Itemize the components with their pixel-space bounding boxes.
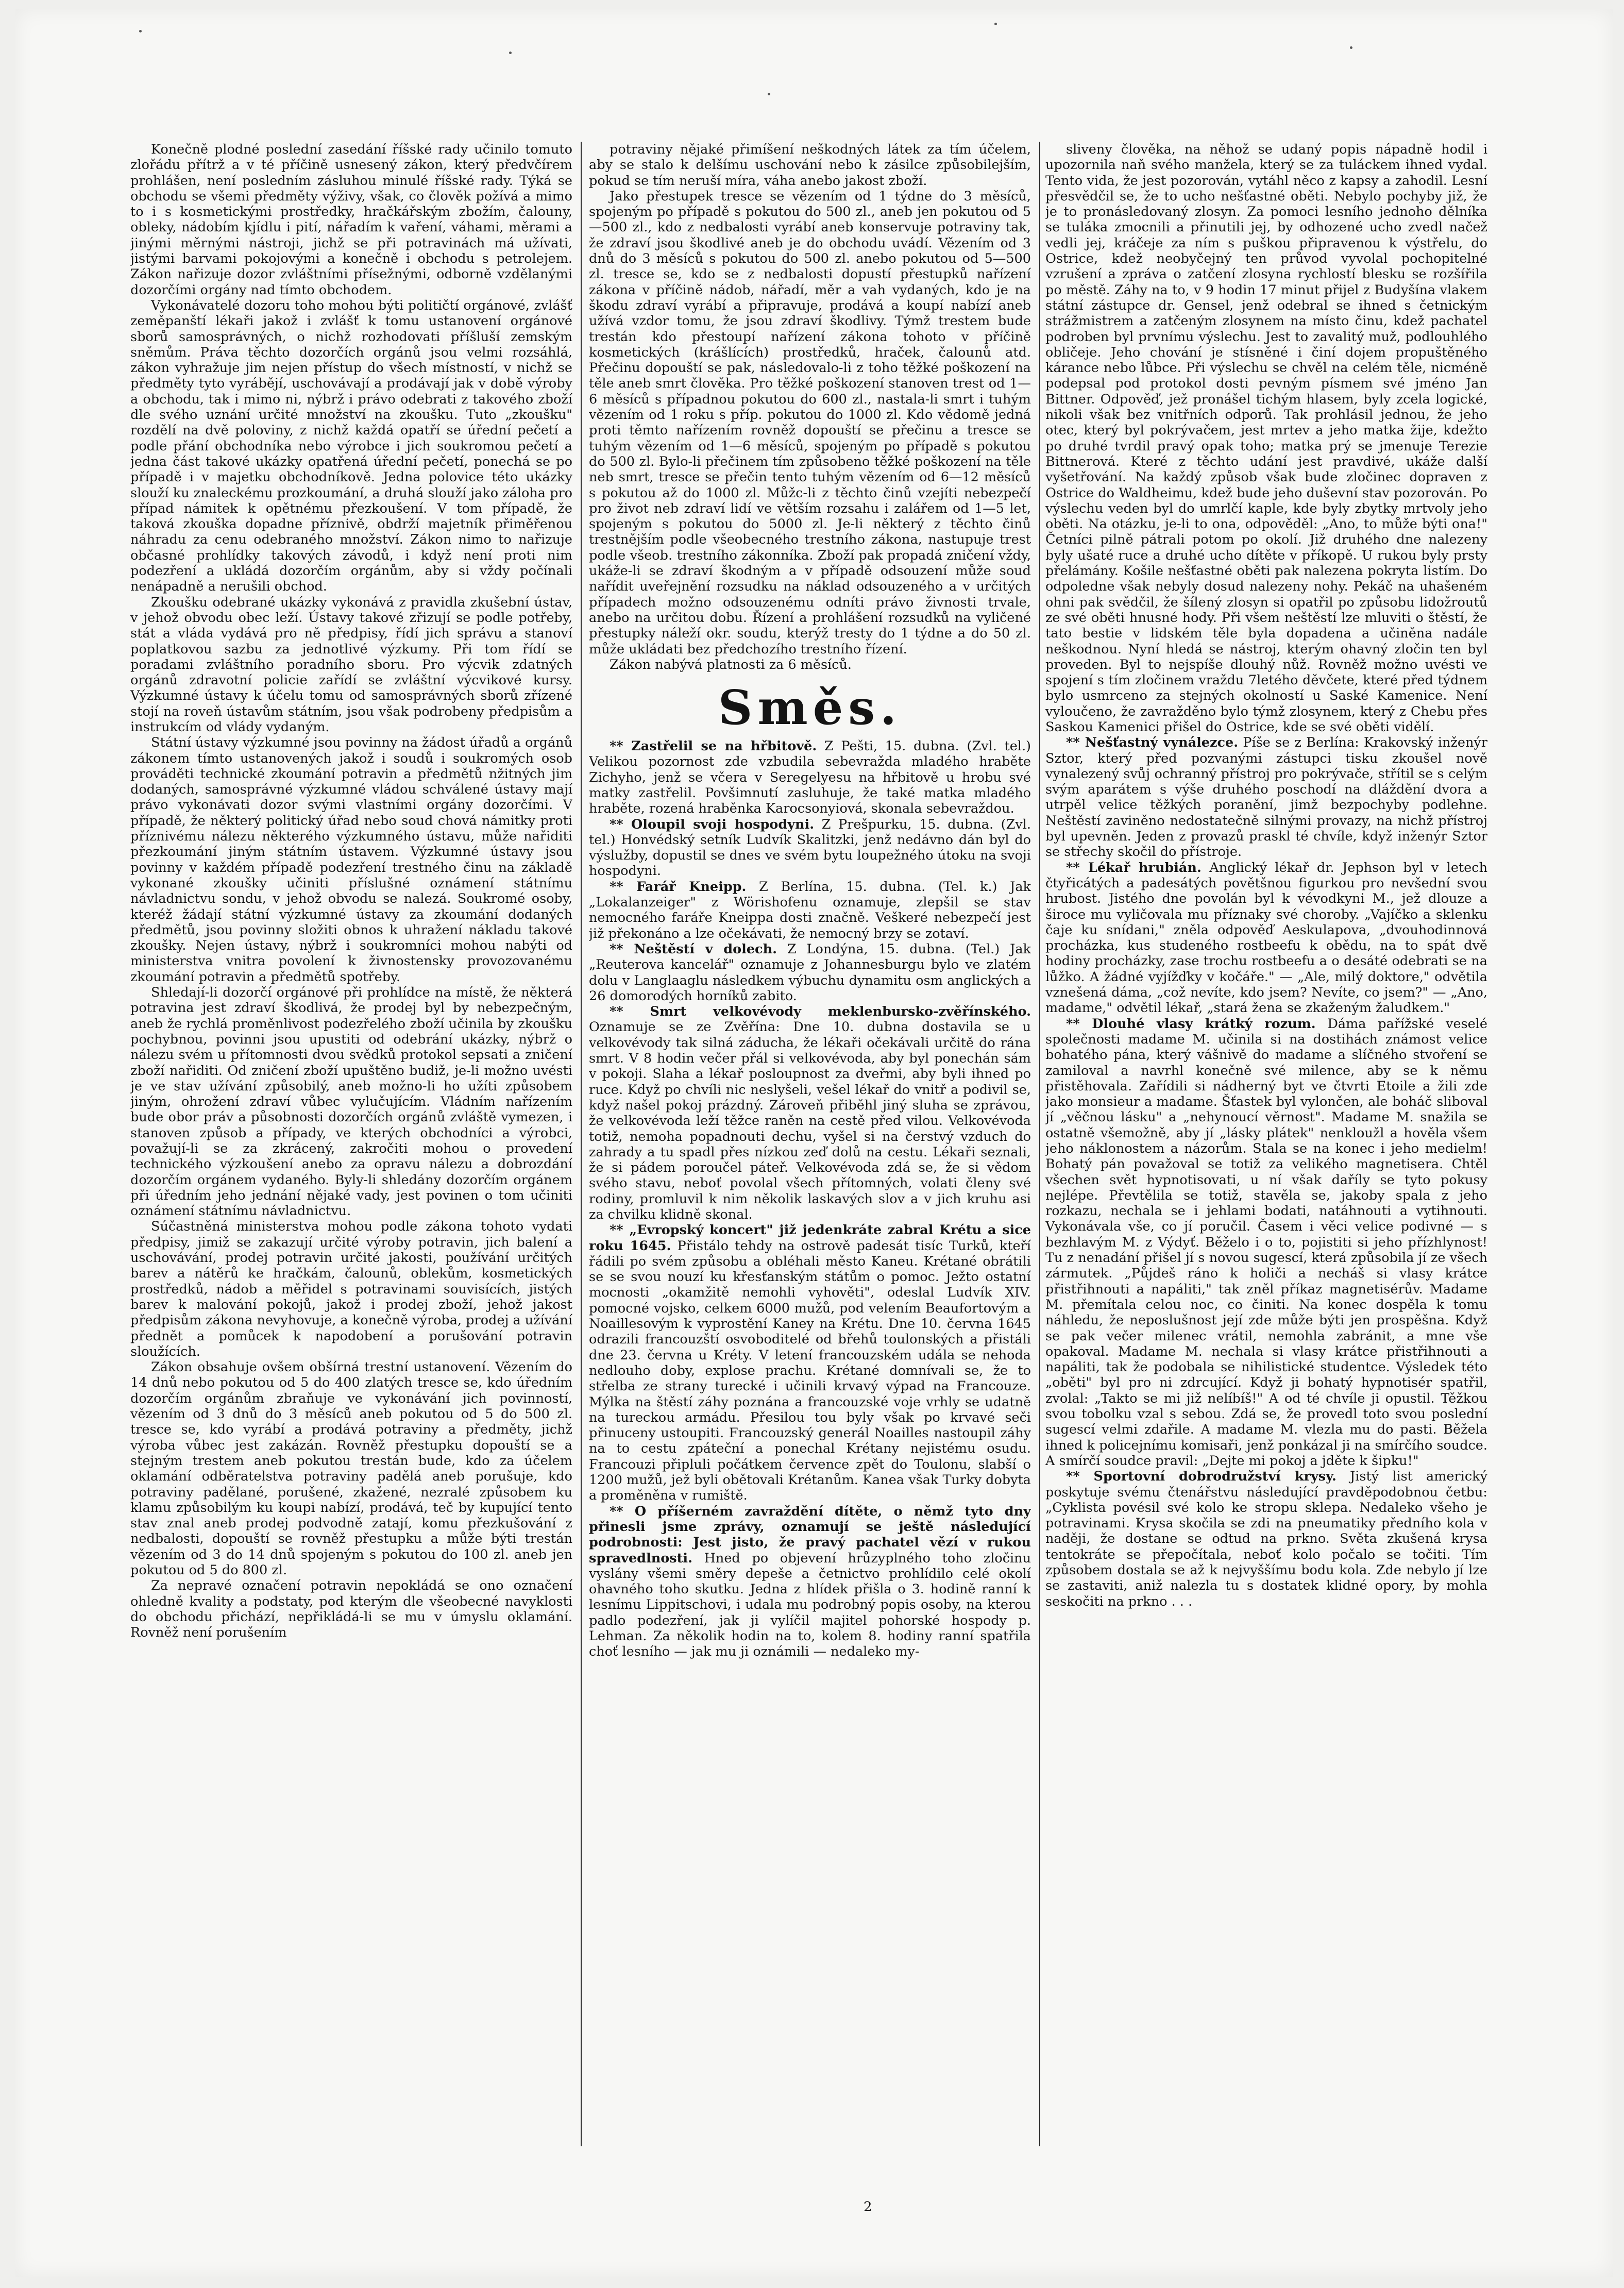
paragraph: Shledají-li dozorčí orgánové při prohlídce na místě, že některá potravina jest zdraví škodlivá, že prodej byl by nebezpečným, aneb že rychlá proměnlivost podezřelého zboží učinila by zkoušku pochybnou, povinni jsou upustiti od odebrání ukázky, nýbrž o nálezu svém u přítomnosti dvou svědků protokol sepsati a zničení zboží nařiditi. Od zničení zboží upuštěno budiž, je-li možno uvésti je ve stav užívání způsobilý, aneb možno-li ho užíti způsobem jiným, ohrožení zdraví vůbec vylučujícím. Vládním nařízením bude obor práv a působnosti dozorčích orgánů zvláště vymezen, i stanoven způsob a případy, ve kterých obchodníci a výrobci, považují-li se za zkrácený, zakročiti mohou o provedení technického výzkoušení anebo za opravu nálezu a dobrozdání dozorčím orgánem vydaného. Byly-li shledány dozorčím orgánem při úředním jeho jednání nějaké vady, jest povinen o tom učiniti oznámení státnímu návladnictvu.: [130, 985, 572, 1219]
paragraph: Za nepravé označení potravin nepokládá se ono označení ohledně kvality a podstaty, pod kterým dle všeobecné navyklosti do obchodu přichází, nepřikládá-li se mu v úmyslu oklamání. Rovněž není porušením: [130, 1578, 572, 1641]
paragraph: ** Zastřelil se na hřbitově. Z Pešti, 15. dubna. (Zvl. tel.) Velikou pozornost zde vzbudila sebevražda mladého hraběte Zichyho, jenž se včera v Seregelyesu na hřbitově u hrobu své matky zastřelil. Povšimnutí zasluhuje, že také matka mladého hraběte, rozená hraběnka Karocsonyiová, skonala sebevraždou.: [589, 738, 1031, 817]
paragraph: ** O příšerném zavraždění dítěte, o němž tyto dny přinesli jsme zprávy, oznamují se ještě následující podrobnosti: Jest jisto, že pravý pachatel vězí v rukou spravedlnosti. Hned po objevení hrůzyplného toho zločinu vyslány všemi směry depeše a četnictvo prohlídilo celé okolí ohavného toho skutku. Jedna z hlídek přišla o 3. hodině ranní k lesnímu Lippitschovi, i udala mu podrobný popis osoby, na kterou padlo podezření, jak ji vylíčil majitel pohorské hospody p. Lehman. Za několik hodin na to, kolem 8. hodiny ranní spatřila choť lesního — jak mu ji oznámili — nedaleko my-: [589, 1503, 1031, 1660]
column-2-news: [589, 738, 1031, 1660]
paragraph: ** Oloupil svoji hospodyni. Z Prešpurku, 15. dubna. (Zvl. tel.) Honvédský setník Ludvík Skalitzki, jenž nedávno dán byl do výslužby, dopustil se dnes ve svém bytu loupežného útoku na svoji hospodyni.: [589, 816, 1031, 879]
paragraph: Zákon obsahuje ovšem obšírná trestní ustanovení. Vězením do 14 dnů nebo pokutou od 5 do 400 zlatých tresce se, kdo úředním dozorčím orgánům zbraňuje ve vykonávání jich povinností, vězením od 3 dnů do 3 měsíců aneb pokutou od 5 do 500 zl. tresce se, kdo vyrábí a prodává potraviny a předměty, jichž výroba vůbec jest zakázán. Rovněž přestupku dopouští se a stejným trestem aneb pokutou trestán bude, kdo za účelem oklamání odběratelstva potraviny padělá aneb porušuje, kdo potraviny padělané, porušené, zkažené, nezralé způsobem ku klamu způsobilým ku koupi nabízí, prodává, teč by kupující tento stav znal aneb prodej podvodně zatají, komu přezkušování z nedbalosti, dopouští se rovněž přestupku a může býti trestán vězením od 3 do 14 dnů spojeným s pokutou do 100 zl. aneb jen pokutou od 5 do 800 zl.: [130, 1359, 572, 1578]
ink-speck: [768, 93, 770, 95]
ink-speck: [1350, 46, 1352, 49]
paragraph: ** Dlouhé vlasy krátký rozum. Dáma pařížské veselé společnosti madame M. učinila si na dostihách známost velice bohatého pána, který vášnivě do madame a slíčného stvoření se zamiloval a navrhl konečně své milence, aby se k němu přistěhovala. Zařídili si nádherný byt ve čtvrti Etoile a žili zde jako monsieur a madame. Šťastek byl vylončen, ale boháč sliboval jí „věčnou lásku" a „nehynoucí věrnost". Madame M. snažila se ostatně všemožně, aby jí „lásky plátek" nenkloužl a hověla všem jeho náklonostem a názorům. Stala se na konec i jeho medielm! Bohatý pán považoval se totiž za velikého magnetisera. Chtěl všechen svět hypnotisovati, u ní však daříly se tyto pokusy nejlépe. Převtělila se totiž, stavěla se, jakoby spala z jeho rozkazu, nechala se i jehlami bodati, natáhnouti a vytihnouti. Vykonávala vše, co jí poručil. Časem i věci velice podivné — s bezhlavým M. z Výdyť. Běželo i o to, pojistiti si jeho přízhlynost! Tu z nenadání přišel jí s novou sugescí, která způsobila jí ze všech zármutek. „Půjdeš ráno k holiči a necháš si vlasy krátce přistřihnouti a napáliti," tak zněl příkaz magnetisérův. Madame M. přemítala celou noc, co činiti. Na konec dospěla k tomu náhledu, že neposlušnost její zde může býti jen prospěšna. Když se pak večer milenec vrátil, nemohla zabránit, a mne vše opakoval. Madame M. nechala si vlasy krátce přistřihnouti a napáliti, tak že podobala se nihilistické studentce. Výsledek této „oběti" byl pro ni zdrcující. Když ji bohatý hypnotisér spatřil, zvolal: „Takto se mi již nelíbíš!" A od té chvíle ji opustil. Těžkou svou tobolku vzal s sebou. Zdá se, že provedl toto svou poslední sugescí velmi zdařile. A madame M. vlezla mu do pasti. Běžela ihned k policejnímu komisaři, jenž ponkázal ji na smírčího soudce. A smírčí soudce pravil: „Dejte mi pokoj a jděte k šipku!": [1045, 1016, 1487, 1469]
column-2: [589, 142, 1031, 2146]
page-number: 2: [864, 2199, 872, 2215]
paragraph: Súčastněná ministerstva mohou podle zákona tohoto vydati předpisy, jimiž se zakazují určité výroby potravin, jich balení a uschovávání, prodej potravin určité jakosti, používání určitých barev a nátěrů ke hračkám, čalounů, oblekům, kosmetických prostředků, nádob a měřidel s potravinami souvisících, jistých barev k malování pokojů, jakož i prodej zboží, jehož jakost předpisům zákona nevyhovuje, a konečně výroba, prodej a užívání přednět a pomůcek k napodobení a porušování potravin sloužících.: [130, 1219, 572, 1359]
paragraph: sliveny člověka, na něhož se udaný popis nápadně hodil i upozornila naň svého manžela, který se za tuláckem ihned vydal. Tento vida, že jest pozorován, vytáhl něco z kapsy a zahodil. Lesní přesvědčil se, že to ucho nešťastné oběti. Nebylo pochyby již, že je to pronásledovaný zlosyn. Za pomoci lesního jednoho dělníka se tuláka zmocnili a přinutili jej, by odhozené ucho zvedl načež vedli jej, kráčeje za ním s puškou připravenou k výstřelu, do Ostrice, kdež neobyčejný ten průvod vyvolal pochopitelné vzrušení a zpráva o zatčení zlosyna rychlostí blesku se rozšířila po městě. Záhy na to, v 9 hodin 17 minut přijel z Budyšína vlakem státní zástupce dr. Gensel, jenž odebral se ihned s četnickým strážmistrem a zatčeným zlosynem na místo činu, kdež pachatel podroben byl prvnímu výslechu. Jest to zavalitý muž, podlouhlého obličeje. Jeho chování je stísněné i činí dojem propuštěného kárance nebo lůbce. Při výslechu se chvěl na celém těle, nicméně podepsal pod protokol dosti pevným písmem své jméno Jan Bittner. Odpověď, jež pronášel tichým hlasem, byly zcela logické, nikoli však bez vnitřních odporů. Tak prohlásil jednou, že jeho otec, který byl pokrývačem, jest mrtev a jeho matka žije, kdežto po druhé tvrdil pravý opak toho; matka prý se jmenuje Terezie Bittnerová. Které z těchto udání jest pravdivé, ukáže další vyšetřování. Na každý způsob však bude zločinec dopraven z Ostrice do Waldheimu, kdež bude jeho duševní stav pozorován. Po výslechu veden byl do umrlčí kaple, kde byly zbytky mrtvoly jeho oběti. Na otázku, je-li to ona, odpověděl: „Ano, to může býti ona!" Četníci pilně pátrali potom po okolí. Již druhého dne nalezeny byly ušaté ruce a druhé ucho dítěte v příkopě. U rukou byly prsty přelámány. Košile nešťastné oběti pak nalezena pokryta listím. Do odpoledne však nebyly dosud nalezeny nohy. Pekáč na uhašeném ohni pak svědčil, že šílený zlosyn si opatřil po způsobu lidožroutů ze své oběti hnusné hody. Při všem neštěstí lze mluviti o štěstí, že tato bestie v lidském těle byla dopadena a učiněna nadále neškodnou. Nyní hledá se nástroj, kterým ohavný zločin ten byl proveden. Byl to nejspíše dlouhý nůž. Rovněž možno uvésti ve spojení s tím zločinem vraždu 7letého děvčete, které před týdnem bylo usmrceno za stejných okolností u Saské Kamenice. Není vyloučeno, že zavražděno bylo týmž zlosynem, který z Chebu přes Saskou Kamenici přišel do Ostrice, kde se své oběti vidělí.: [1045, 142, 1487, 735]
paragraph: Zkoušku odebrané ukázky vykonává z pravidla zkušební ústav, v jehož obvodu obec leží. Ústavy takové zřizují se podle potřeby, stát a vláda vydává pro ně předpisy, řídí jich správu a stanoví poplatkovou sazbu za jednotlivé výzkumy. Při tom řídí se poradami zvláštního poradního sboru. Pro výcvik zdatných orgánů zdravotní policie zařídí se zvláštní výcvikové kursy. Výzkumné ústavy k účelu tomu od samosprávných sborů zřízené stojí na roveň ústavům státním, jsou však podrobeny předpisům a instrukcím od vlády vydaným.: [130, 594, 572, 735]
column-1: [130, 142, 572, 2146]
paragraph: ** Nešťastný vynálezce. Píše se z Berlína: Krakovský inženýr Sztor, který před pozvanými zástupci tisku zkoušel nově vynalezený svůj ochranný přístroj pro pokrývače, střítil se s celým svým aparátem s výše druhého poschodí na dláždění dvora a utrpěl velice těžkých poranění, jimž bezpochyby podlehne. Neštěstí zaviněno nedostatečně silnými provazy, na nichž přístroj byl upevněn. Jeden z provazů praskl té chvíle, když inženýr Sztor se střechy skočil do přístroje.: [1045, 735, 1487, 860]
column-3: [1045, 142, 1487, 2146]
paragraph: Konečně plodné poslední zasedání říšské rady učinilo tomuto zlořádu přítrž a v té příčině usnesený zákon, který předvčírem prohlášen, není posledním zásluhou minulé říšské rady. Týká se obchodu se všemi předměty výživy, však, co člověk požívá a mimo to i s kosmetickými prostředky, hračkářským zbožím, čalouny, obleky, nádobím kjídlu i pití, nářadím k vaření, váhami, měrami a jinými měrnými nástroji, jichž se při potravinách má užívati, jistými barvami pokojovými a konečně i obchodu s petrolejem. Zákon nařizuje dozor zvláštními přísežnými, odborně vzdělanými dozorčími orgány nad tímto obchodem.: [130, 142, 572, 298]
paragraph: Vykonávatelé dozoru toho mohou býti političtí orgánové, zvlášť zeměpanští lékaři jakož i zvlášť k tomu ustanovení orgánové sborů samosprávných, o nichž rozhodovati příšluší zemským sněmům. Práva těchto dozorčích orgánů jsou velmi rozsáhlá, zákon vyhražuje jim nejen přístup do všech místností, v nichž se předměty tyto vyrábějí, uschovávají a prodávají jak v době výroby a obchodu, tak i mimo ni, nýbrž i právo odebrati z takového zboží dle svého uznání určité množství na zkoušku. Tuto „zkoušku" rozdělí na dvě poloviny, z nichž každá opatří se úřední pečetí a podle přání obchodníka nebo výrobce i jich soukromou pečetí a jedna část takové ukázky opatřená úřední pečetí, ponechá se po případě i v majetku obchodníkově. Jedna polovice této ukázky slouží ku znaleckému prozkoumání, a druhá slouží jako záloha pro případ námitek k opětnému přezkoušení. V tom případě, že taková zkouška dopadne příznivě, obdrží majetník přiměřenou náhradu za cenu odebraného množství. Zákon nimo to nařizuje občasné prohlídky takových závodů, i když není proti nim podezření a ukládá dozorčím orgánům, aby si vždy počínali nenápadně a nerušili obchod.: [130, 297, 572, 595]
column-rule: [581, 142, 582, 2146]
ink-speck: [994, 23, 997, 25]
ink-speck: [509, 52, 512, 54]
paragraph: ** Farář Kneipp. Z Berlína, 15. dubna. (Tel. k.) Jak „Lokalanzeiger" z Wörishofenu oznamuje, zlepšil se stav nemocného faráře Kneippa dosti značně. Veškeré nebezpečí jest již překonáno a lze očekávati, že nemocný brzy se zotaví.: [589, 879, 1031, 941]
paragraph: Jako přestupek tresce se vězením od 1 týdne do 3 měsíců, spojeným po případě s pokutou do 500 zl., aneb jen pokutou od 5—500 zl., kdo z nedbalosti vyrábí aneb konservuje potraviny tak, že zdraví jsou škodlivé aneb je do obchodu uvádí. Vězením od 3 dnů do 3 měsíců s pokutou do 500 zl. anebo pokutou od 5—500 zl. tresce se, kdo se z nedbalosti dopustí přestupků nařízení zákona v příčině nádob, nářadí, měr a vah vydaných, kdo je na škodu zdraví vyrábí a připravuje, prodává a koupí nabízí aneb užívá vzdor tomu, že jsou zdraví škodlivy. Týmž trestem bude trestán kdo přestoupí nařízení zákona tohoto v příčině kosmetických (krášlících) prostředků, hraček, čalounů atd. Přečinu dopouští se pak, následovalo-li z toho těžké poškození na těle aneb smrt člověka. Pro těžké poškození stanoven trest od 1—6 měsíců s případnou pokutou do 600 zl., nastala-li smrt i tuhým vězením od 1 roku s příp. pokutou do 1000 zl. Kdo vědomě jedná proti těmto nařízením rovněž dopouští se přečinu a tresce se tuhým vězením od 1—6 měsíců, spojeným po případě s pokutou do 500 zl. Bylo-li přečinem tím způsobeno těžké poškození na těle neb smrt, tresce se přečin tento tuhým vězením od 6—12 měsíců s pokutou až do 1000 zl. Můžc-li z těchto činů vzejíti nebezpečí pro život neb zdraví lidí ve větším rozsahu i zalářem od 1—5 let, spojeným s pokutou do 5000 zl. Je-li některý z těchto činů trestnějším podle všeobecného trestního zákona, nastupuje trest podle všeob. trestního zákonníka. Zboží pak propadá zničení vždy, ukáže-li se zdraví škodným a v případě odsouzení může soud nařídit uveřejnění rozsudku na náklad odsouzeného a v určitých případech možno odsouzenému odníti právo živnosti trvale, anebo na určitou dobu. Řízení a prohlášení rozsudků na vyličené přestupky náleží okr. soudu, kterýž tresty do 1 týdne a do 50 zl. může ukládati bez předchozího trestního řízení.: [589, 188, 1031, 657]
paragraph: ** Lékař hrubián. Anglický lékař dr. Jephson byl v letech čtyřicátých a padesátých povětšnou figurkou pro nevšední svou hrubost. Jistého dne povolán byl k vévodkyni M., jež dlouze a široce mu vyličovala mu příznaky své choroby. „Vajíčko a sklenku čaje ku snídani," zněla odpověď Aeskulapova, „dvouhodinnová procházka, kus studeného rostbeefu k obědu, na to spát dvě hodiny procházky, zase trochu rostbeefu a o desáté odebrati se na lůžko. A žádné vyjížďky v kočáře." — „Ale, milý doktore," odvětila vznešená dáma, „což nevíte, kdo jsem? Nevíte, co jsem?" — „Ano, madame," odvětil lékař, „stará žena se zkaženým žaludkem.": [1045, 860, 1487, 1016]
paragraph: Zákon nabývá platnosti za 6 měsíců.: [610, 657, 852, 672]
column-rule: [1039, 142, 1040, 2146]
paragraph: Státní ústavy výzkumné jsou povinny na žádost úřadů a orgánů zákonem tímto ustanovených jakož i soudů i soukromých osob prováděti technické zkoumání potravin a předmětů nžitných jim dodaných, samosprávné výzkumné vládou schválené ústavy mají právo vykonávati dozor svými vlastními orgány dozorčími. V případě, že některý politický úřad nebo soud chová námitky proti příznivému nálezu některého výzkumného ústavu, může nařiditi přezkoumání jiným státním ústavem. Výzkumné ústavy jsou povinny v každém případě podezření trestného činu na základě vykonané zkoušky učiniti příslušné oznámení státnímu návladnictvu sondu, v jehož obvodu se nalezá. Soukromé osoby, kteréž žádají státní výzkumné ústavy za zkoumání dodaných předmětů, jsou povinny složiti obnos k uhražení nákladu takové zkoušky. Nejen ústavy, nýbrž i soukromníci mohou nabýti od ministerstva vnitra povolení k živnostensky provozovanému zkoumání potravin a předmětů spotřeby.: [130, 735, 572, 985]
paragraph: ** Smrt velkovévody meklenbursko-zvěřínského. Oznamuje se ze Zvěřína: Dne 10. dubna dostavila se u velkovévody tak silná záducha, že lékaři očekávali určitě do rána smrt. V 8 hodin večer přál si velkovévoda, aby byl ponechán sám v pokoji. Slaha a lékař posloupnost za dveřmi, aby byli ihned po ruce. Když po chvíli nic neslyšeli, vešel lékař do vnitř a podivil se, když našel pokoj prázdný. Zároveň přiběhl jiný sluha se zprávou, že velkovévoda leží těžce raněn na cestě před vilou. Velkovévoda totiž, nemoha popadnouti dechu, vyšel si na čerstvý vzduch do zahrady a tu spadl přes nízkou zeď dolů na cestu. Lékaři seznali, že si pádem poroučel páteř. Velkovévoda zdá se, že si vědom svého stavu, neboť povolal všech přítomných, volati členy své rodiny, promluvil k nim několik laskavých slov a v jich kruhu asi za chvilku klidně skonal.: [589, 1004, 1031, 1222]
column-2-law-text: [589, 142, 1031, 672]
text-columns: [130, 142, 1485, 2151]
paragraph: potraviny nějaké přimíšení neškodných látek za tím účelem, aby se stalo k delšímu uschování nebo k zásilce způsobilejším, pokud se tím neruší míra, váha anebo jakost zboží.: [589, 142, 1031, 189]
paragraph: ** Neštěstí v dolech. Z Londýna, 15. dubna. (Tel.) Jak „Reuterova kancelář" oznamuje z Johannesburgu bylo ve zlatém dolu v Langlaaglu následkem výbuchu dynamitu osm anglických a 26 domorodých horníků zabito.: [589, 941, 1031, 1004]
smes-heading: Směs.: [718, 680, 902, 736]
paragraph: ** „Evropský koncert" již jedenkráte zabral Krétu a sice roku 1645. Přistálo tehdy na ostrově padesát tisíc Turků, kteří řádili po svém způsobu a obléhali město Kaneu. Krétané obrátili se se svou nouzí ku křesťanským státům o pomoc. Ježto ostatní mocnosti „okamžitě nemohli vyhověti", odeslal Ludvík XIV. pomocné vojsko, celkem 6000 mužů, pod velením Beaufortovým a Noaillesovým k vyprostění Kaney na Krétu. Dne 10. června 1645 odrazili francouzští osvoboditelé od břehů toulonských a přistáli dne 23. června u Kréty. V letení francouzském udála se nehoda nedlouho doby, explose prachu. Krétané domnívali se, že to střelba ze strany turecké i učinili krvavý výpad na Francouze. Mýlka na štěstí záhy poznána a francouzské voje vrhly se udatně na tureckou armádu. Přesilou tou byly však po krvavé seči přinuceny ustoupiti. Francouzský generál Noailles nastoupil záhy na to cestu zpáteční a ponechal Krétany nejistému osudu. Francouzi připluli počátkem července zpět do Toulonu, slabší o 1200 mužů, jež byli obětovali Krétanům. Kanea však Turky dobyta a proměněna v rumiště.: [589, 1222, 1031, 1504]
paragraph: ** Sportovní dobrodružství krysy. Jistý list americký poskytuje svému čtenářstvu následující pravděpodobnou četbu: „Cyklista povésil své kolo ke stropu sklepa. Nedaleko všeho je potravinami. Krysa skočila se zdi na pneumatiky předního kola v naději, že dostane se odtud na prkno. Světa zkušená krysa tentokráte se přepočítala, neboť kolo počalo se točiti. Tím způsobem dostala se až k nejvyššímu bodu kola. Zde nebylo jí lze se zastaviti, aniž nalezla tu s dostatek klidné opory, by mohla seskočiti na prkno . . .: [1045, 1469, 1487, 1609]
ink-speck: [139, 30, 142, 32]
